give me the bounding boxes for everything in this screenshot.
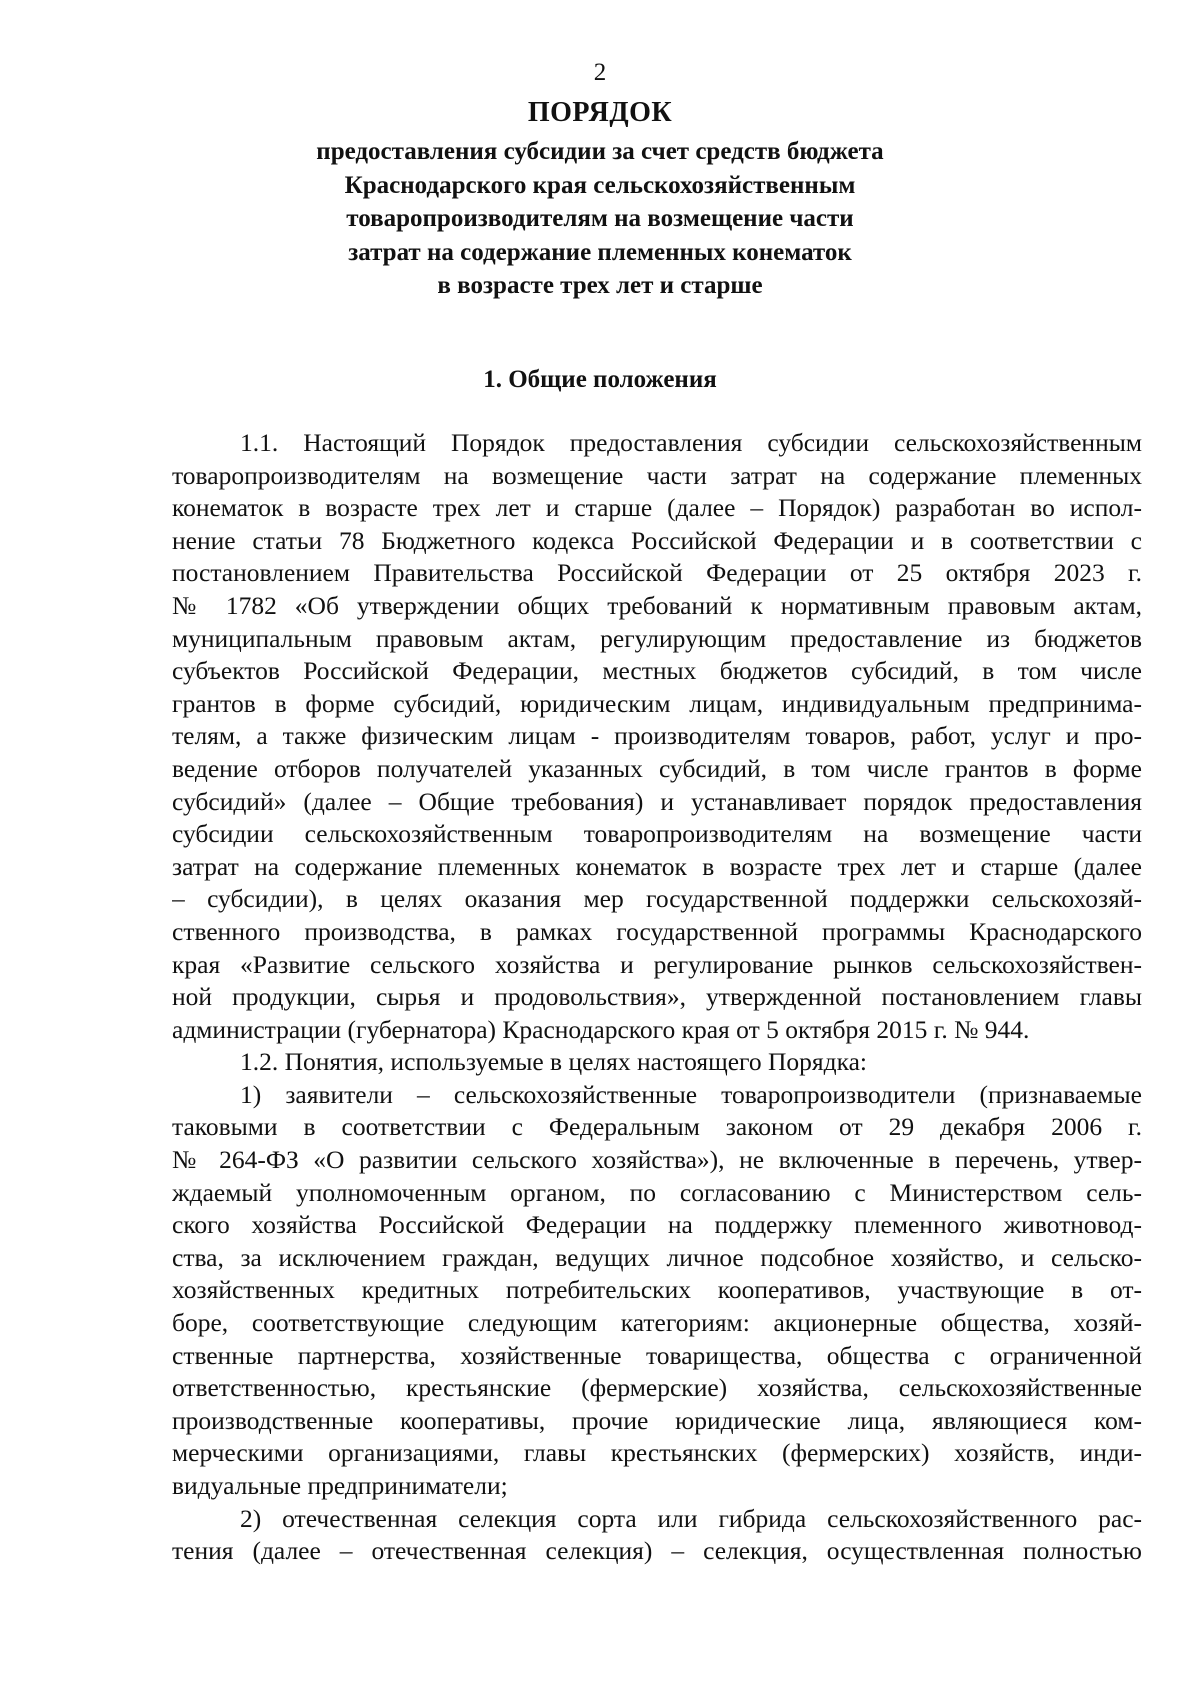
text-line: № 264-ФЗ «О развитии сельского хозяйства»), не включенные в перечень, утвер-: [172, 1145, 1142, 1175]
document-title: ПОРЯДОК: [527, 97, 673, 128]
document-subtitle: [300, 135, 900, 303]
text-line: 2) отечественная селекция сорта или гибрида сельскохозяйственного рас-: [240, 1503, 1142, 1533]
text-line: субсидий» (далее – Общие требования) и устанавливает порядок предоставления: [172, 786, 1142, 816]
page-number: 2: [593, 59, 607, 86]
subtitle-line: предоставления субсидии за счет средств бюджета: [316, 138, 884, 165]
text-line: администрации (губернатора) Краснодарского края от 5 октября 2015 г. № 944.: [172, 1014, 1030, 1044]
text-line: ства, за исключением граждан, ведущих личное подсобное хозяйство, и сельско-: [172, 1242, 1142, 1272]
text-line: ждаемый уполномоченным органом, по согласованию с Министерством сель-: [172, 1177, 1142, 1207]
text-line: субсидии сельскохозяйственным товаропроизводителям на возмещение части: [172, 819, 1142, 849]
text-line: грантов в форме субсидий, юридическим лицам, индивидуальным предпринима-: [172, 688, 1142, 718]
subtitle-line: в возрасте трех лет и старше: [437, 272, 763, 299]
text-line: затрат на содержание племенных конематок в возрасте трех лет и старше (далее: [172, 851, 1142, 881]
text-line: видуальные предприниматели;: [172, 1471, 508, 1500]
text-line: телям, а также физическим лицам - производителям товаров, работ, услуг и про-: [172, 721, 1142, 751]
text-line: 1) заявители – сельскохозяйственные товаропроизводители (признаваемые: [240, 1079, 1142, 1109]
text-line: – субсидии), в целях оказания мер государственной поддержки сельскохозяй-: [172, 884, 1142, 914]
text-line: ведение отборов получателей указанных субсидий, в том числе грантов в форме: [172, 753, 1142, 783]
subtitle-line: товаропроизводителям на возмещение части: [346, 205, 854, 232]
text-line: ского хозяйства Российской Федерации на поддержку племенного животновод-: [172, 1210, 1142, 1240]
text-line: хозяйственных кредитных потребительских кооперативов, участвующие в от-: [172, 1275, 1142, 1305]
text-line: боре, соответствующие следующим категориям: акционерные общества, хозяй-: [172, 1308, 1142, 1338]
text-line: товаропроизводителям на возмещение части затрат на содержание племенных: [172, 460, 1142, 490]
text-line: нение статьи 78 Бюджетного кодекса Российской Федерации и в соответствии с: [172, 525, 1142, 555]
text-line: 1.2. Понятия, используемые в целях настоящего Порядка:: [240, 1047, 868, 1077]
text-line: таковыми в соответствии с Федеральным законом от 29 декабря 2006 г.: [172, 1112, 1142, 1142]
text-line: ственного производства, в рамках государственной программы Краснодарского: [172, 916, 1142, 946]
text-line: постановлением Правительства Российской Федерации от 25 октября 2023 г.: [172, 558, 1142, 588]
text-line: № 1782 «Об утверждении общих требований к нормативным правовым актам,: [172, 590, 1142, 620]
text-line: края «Развитие сельского хозяйства и регулирование рынков сельскохозяйствен-: [172, 949, 1142, 979]
subtitle-line: затрат на содержание племенных конематок: [348, 238, 852, 266]
text-line: производственные кооперативы, прочие юридические лица, являющиеся ком-: [172, 1405, 1142, 1435]
text-line: ответственностью, крестьянские (фермерские) хозяйства, сельскохозяйственные: [172, 1373, 1142, 1403]
body-text: [172, 427, 1142, 1568]
section-heading: 1. Общие положения: [483, 366, 717, 393]
text-line: 1.1. Настоящий Порядок предоставления субсидии сельскохозяйственным: [240, 428, 1142, 457]
text-line: мерческими организациями, главы крестьянских (фермерских) хозяйств, инди-: [172, 1438, 1142, 1468]
text-line: муниципальным правовым актам, регулирующим предоставление из бюджетов: [172, 623, 1142, 653]
text-line: конематок в возрасте трех лет и старше (далее – Порядок) разработан во испол-: [172, 493, 1142, 523]
text-line: ственные партнерства, хозяйственные товарищества, общества с ограниченной: [172, 1340, 1142, 1370]
text-line: тения (далее – отечественная селекция) – селекция, осуществленная полностью: [172, 1536, 1142, 1566]
text-line: ной продукции, сырья и продовольствия», утвержденной постановлением главы: [172, 982, 1142, 1012]
subtitle-line: Краснодарского края сельскохозяйственным: [344, 171, 856, 199]
text-line: субъектов Российской Федерации, местных бюджетов субсидий, в том числе: [172, 656, 1142, 686]
